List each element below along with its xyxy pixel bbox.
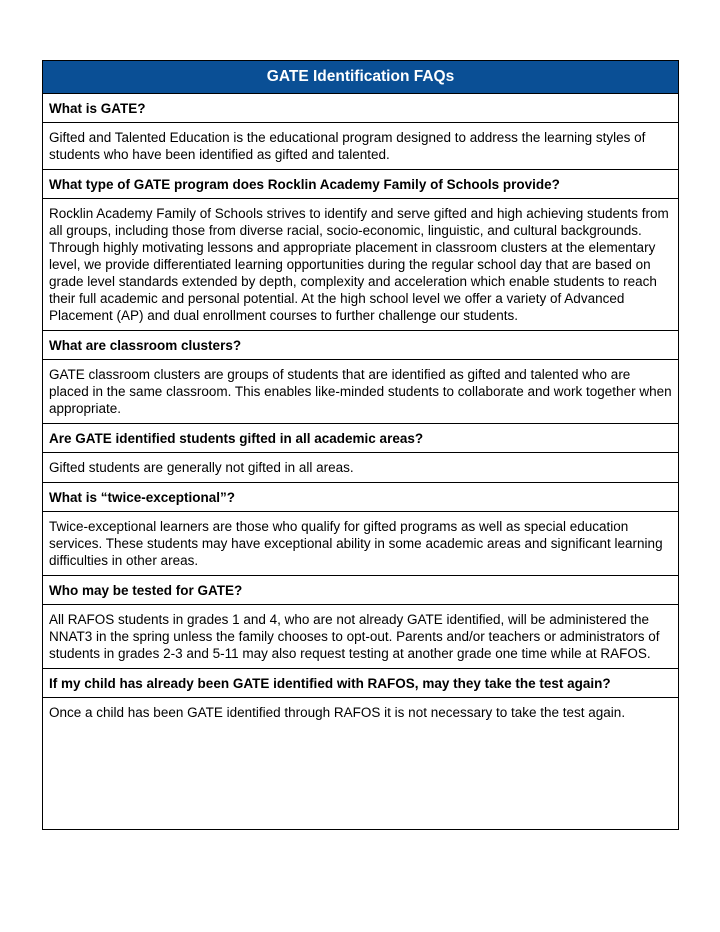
faq-answer-4: Gifted students are generally not gifted in all areas. — [43, 453, 678, 483]
faq-question-6: Who may be tested for GATE? — [43, 576, 678, 605]
faq-question-4: Are GATE identified students gifted in all academic areas? — [43, 424, 678, 453]
faq-answer-2: Rocklin Academy Family of Schools strives to identify and serve gifted and high achieving students from all groups, including those from diverse racial, socio-economic, linguistic, and cultural backgrounds. Through highly motivating lessons and appropriate placement in classroom clusters at the elementary level, we provide differentiated learning opportunities during the regular school day that are based on grade level standards extended by depth, complexity and acceleration which enable students to reach their full academic and personal potential. At the high school level we offer a variety of Advanced Placement (AP) and dual enrollment courses to further challenge our students. — [43, 199, 678, 331]
faq-answer-5: Twice-exceptional learners are those who qualify for gifted programs as well as special education services. These students may have exceptional ability in some academic areas and significant learning difficulties in other areas. — [43, 512, 678, 576]
faq-question-5: What is “twice-exceptional”? — [43, 483, 678, 512]
faq-question-1: What is GATE? — [43, 94, 678, 123]
faq-question-7: If my child has already been GATE identified with RAFOS, may they take the test again? — [43, 669, 678, 698]
faq-answer-6: All RAFOS students in grades 1 and 4, who are not already GATE identified, will be administered the NNAT3 in the spring unless the family chooses to opt-out. Parents and/or teachers or administrators of students in grades 2-3 and 5-11 may also request testing at another grade one time while at RAFOS. — [43, 605, 678, 669]
faq-answer-1: Gifted and Talented Education is the educational program designed to address the learning styles of students who have been identified as gifted and talented. — [43, 123, 678, 170]
faq-answer-7: Once a child has been GATE identified through RAFOS it is not necessary to take the test again. — [49, 705, 626, 720]
faq-question-3: What are classroom clusters? — [43, 331, 678, 360]
faq-question-2: What type of GATE program does Rocklin Academy Family of Schools provide? — [43, 170, 678, 199]
faq-title: GATE Identification FAQs — [43, 61, 678, 94]
faq-table — [42, 60, 679, 830]
faq-answer-3: GATE classroom clusters are groups of students that are identified as gifted and talented who are placed in the same classroom. This enables like-minded students to collaborate and work together when appropriate. — [43, 360, 678, 424]
